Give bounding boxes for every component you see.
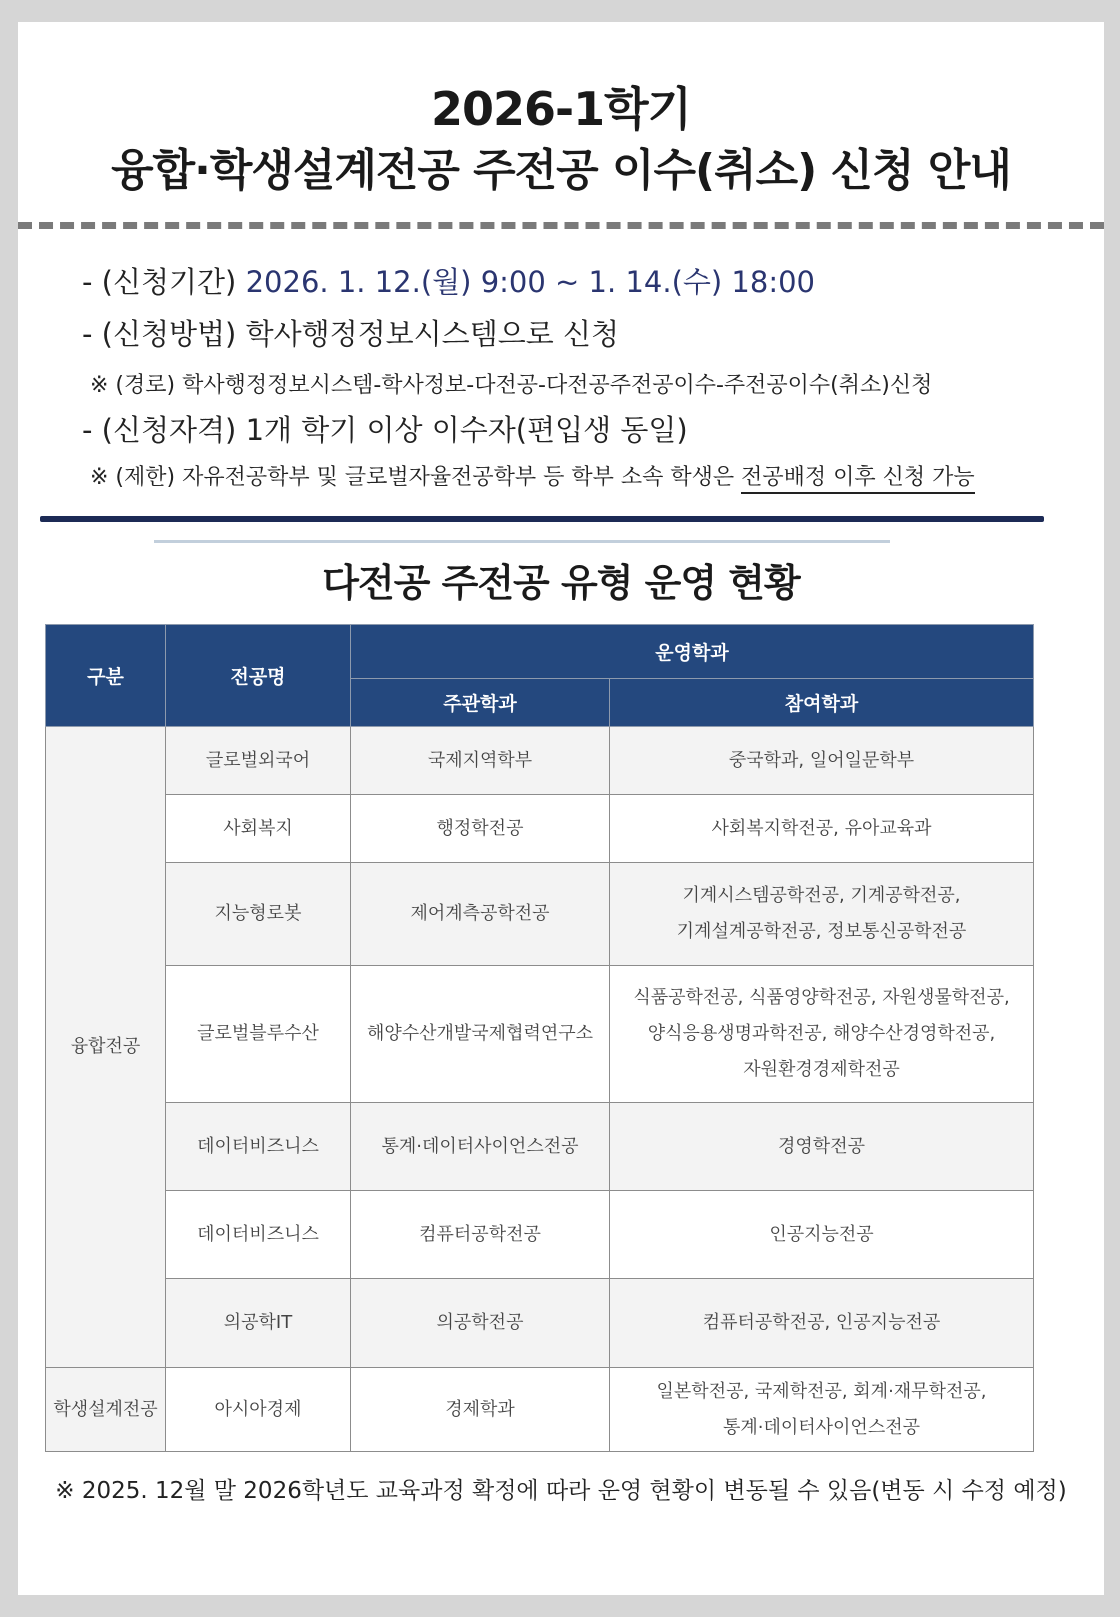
table-row: [46, 863, 1034, 966]
notice-paper: [18, 22, 1104, 1595]
info-eligibility: - (신청자격) 1개 학기 이상 이수자(편입생 동일): [82, 413, 688, 447]
participating-cell: [610, 1368, 1034, 1452]
participating-line: 컴퓨터공학전공, 인공지능전공: [702, 1312, 941, 1333]
participating-line: 기계설계공학전공, 정보통신공학전공: [676, 921, 967, 942]
participating-cell: [610, 727, 1034, 795]
participating-cell: [610, 1279, 1034, 1368]
lead-cell: 의공학전공: [351, 1279, 610, 1368]
lead-cell: 행정학전공: [351, 795, 610, 863]
info-period-label: - (신청기간): [82, 265, 246, 299]
info-period-value: 2026. 1. 12.(월) 9:00 ~ 1. 14.(수) 18:00: [245, 265, 815, 299]
participating-line: 인공지능전공: [769, 1223, 874, 1245]
info-period: [82, 260, 815, 301]
title-semester: 2026-1학기: [431, 82, 691, 136]
lead-cell: 통계·데이터사이언스전공: [351, 1103, 610, 1191]
table-row: [46, 795, 1034, 863]
major-cell: 아시아경제: [166, 1368, 351, 1452]
major-cell: 글로벌외국어: [166, 727, 351, 795]
participating-line: 식품공학전공, 식품영양학전공, 자원생물학전공,: [633, 987, 1010, 1008]
participating-cell: [610, 966, 1034, 1103]
dashed-divider: [18, 222, 1104, 229]
major-cell: 지능형로봇: [166, 863, 351, 966]
table-row: [46, 966, 1034, 1103]
major-cell: 사회복지: [166, 795, 351, 863]
major-cell: 데이터비즈니스: [166, 1191, 351, 1279]
participating-cell: [610, 795, 1034, 863]
table-row: [46, 1103, 1034, 1191]
header-major: 전공명: [166, 625, 351, 727]
category-cell: 학생설계전공: [46, 1368, 166, 1452]
lead-cell: 제어계측공학전공: [351, 863, 610, 966]
participating-line: 기계시스템공학전공, 기계공학전공,: [682, 885, 961, 906]
participating-line: 양식응용생명과학전공, 해양수산경영학전공,: [647, 1023, 996, 1044]
info-restriction-emphasis: 전공배정 이후 신청 가능: [741, 465, 975, 494]
participating-cell: [610, 863, 1034, 966]
participating-line: 자원환경경제학전공: [743, 1059, 900, 1080]
footnote: ※ 2025. 12월 말 2026학년도 교육과정 확정에 따라 운영 현황이 변동될 수 있음(변동 시 수정 예정): [55, 1478, 1067, 1504]
section-title-rule-top: [154, 540, 890, 543]
participating-cell: [610, 1103, 1034, 1191]
info-restriction-text: ※ (제한) 자유전공학부 및 글로벌자율전공학부 등 학부 소속 학생은: [90, 465, 742, 490]
header-lead: 주관학과: [351, 679, 610, 727]
lead-cell: 경제학과: [351, 1368, 610, 1452]
table-row: [46, 1279, 1034, 1368]
major-status-table: [45, 624, 1034, 1452]
category-cell: 융합전공: [46, 727, 166, 1368]
info-method: - (신청방법) 학사행정정보시스템으로 신청: [82, 317, 619, 351]
notice-title: [18, 80, 1104, 204]
participating-line: 사회복지학전공, 유아교육과: [711, 817, 932, 839]
major-cell: 의공학IT: [166, 1279, 351, 1368]
lead-cell: 컴퓨터공학전공: [351, 1191, 610, 1279]
major-cell: 데이터비즈니스: [166, 1103, 351, 1191]
table-row: [46, 1368, 1034, 1452]
major-cell: 글로벌블루수산: [166, 966, 351, 1103]
header-participating: 참여학과: [610, 679, 1034, 727]
header-category: 구분: [46, 625, 166, 727]
title-main: 융합·학생설계전공 주전공 이수(취소) 신청 안내: [111, 145, 1011, 196]
table-row: [46, 1191, 1034, 1279]
participating-line: 일본학전공, 국제학전공, 회계·재무학전공,: [656, 1380, 987, 1402]
navy-divider: [40, 516, 1044, 522]
lead-cell: 해양수산개발국제협력연구소: [351, 966, 610, 1103]
participating-line: 경영학전공: [778, 1135, 865, 1157]
info-restriction: [90, 460, 975, 491]
lead-cell: 국제지역학부: [351, 727, 610, 795]
info-route-note: ※ (경로) 학사행정정보시스템-학사정보-다전공-다전공주전공이수-주전공이수(취소)신청: [90, 373, 933, 398]
table-row: [46, 727, 1034, 795]
participating-line: 중국학과, 일어일문학부: [728, 749, 915, 771]
section-title: 다전공 주전공 유형 운영 현황: [322, 561, 800, 605]
header-operating: 운영학과: [351, 625, 1034, 679]
participating-cell: [610, 1191, 1034, 1279]
participating-line: 통계·데이터사이언스전공: [723, 1416, 920, 1438]
